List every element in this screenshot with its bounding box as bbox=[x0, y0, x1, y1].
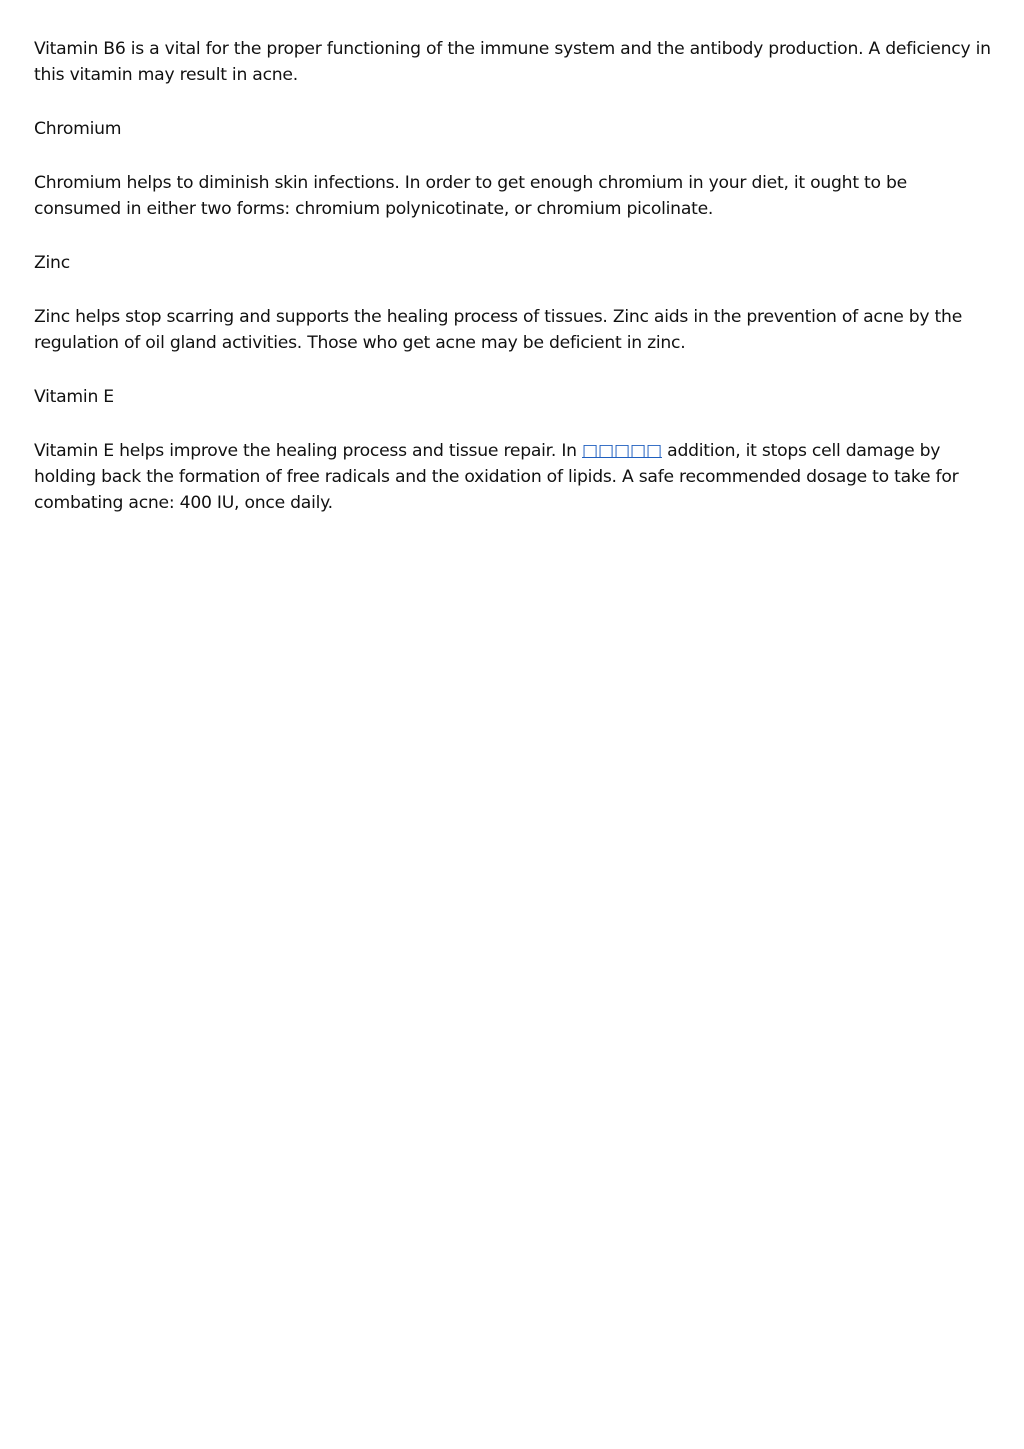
inline-link[interactable]: □□□□□ bbox=[582, 441, 662, 461]
vitamin-b6-paragraph: Vitamin B6 is a vital for the proper functioning of the immune system and the antibody production. A deficiency in this vitamin may result in acne. bbox=[34, 39, 991, 85]
zinc-paragraph: Zinc helps stop scarring and supports the healing process of tissues. Zinc aids in the prevention of acne by the regulation of oil gland activities. Those who get acne may be deficient in zinc. bbox=[34, 307, 963, 353]
chromium-paragraph: Chromium helps to diminish skin infections. In order to get enough chromium in your diet, it ought to be consumed in either two forms: chromium polynicotinate, or chromium picolinate. bbox=[34, 173, 907, 219]
zinc-heading: Zinc bbox=[34, 253, 70, 273]
document-body bbox=[34, 36, 992, 544]
vitamin-e-heading: Vitamin E bbox=[34, 387, 114, 407]
vitamin-e-paragraph bbox=[34, 438, 992, 516]
vitamin-e-text-after-link: addition, it stops cell damage by holding back the formation of free radicals and the oxidation of lipids. A safe recommended dosage to take for combating acne: 400 IU, once daily. bbox=[34, 441, 959, 513]
chromium-heading: Chromium bbox=[34, 119, 122, 139]
vitamin-e-text-before-link: Vitamin E helps improve the healing process and tissue repair. In bbox=[34, 441, 583, 461]
